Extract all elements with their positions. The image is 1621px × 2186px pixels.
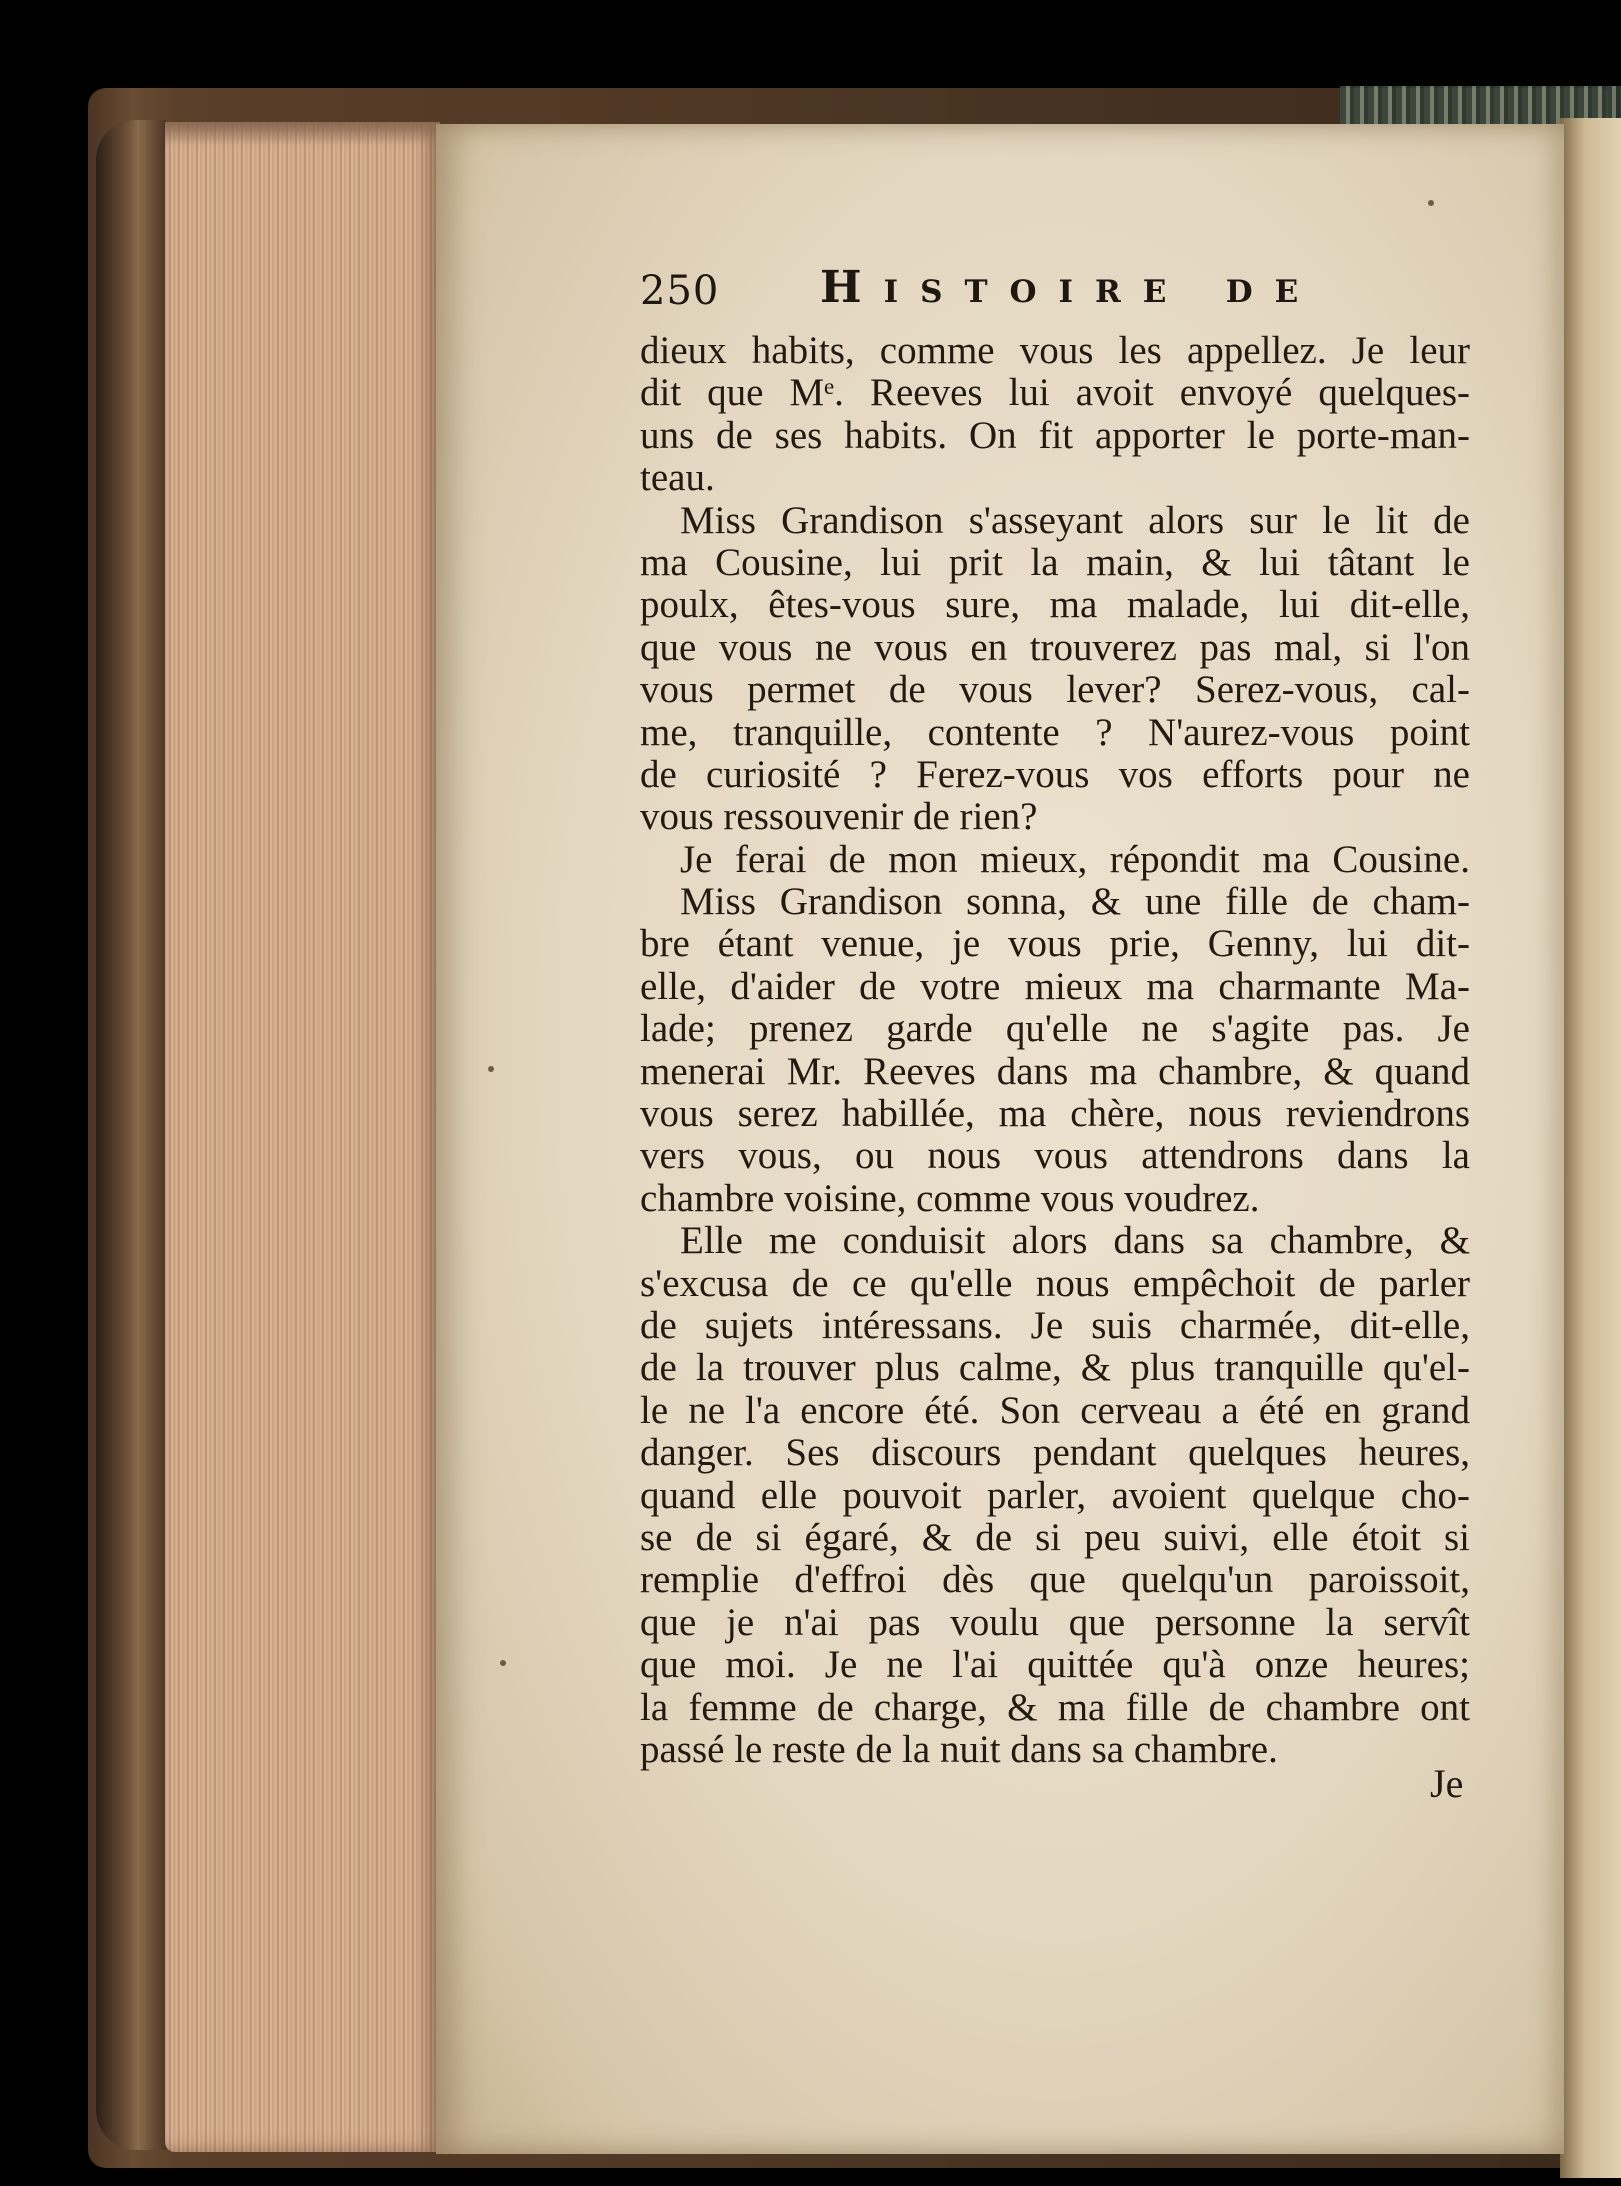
text-line: Miss Grandison sonna, & une fille de cham-	[680, 881, 1470, 924]
text-line: elle, d'aider de votre mieux ma charmante Ma-	[640, 965, 1470, 1008]
text-line: Miss Grandison s'asseyant alors sur le lit de	[680, 499, 1470, 542]
text-line: Elle me conduisit alors dans sa chambre, &	[680, 1220, 1470, 1263]
text-line: menerai Mr. Reeves dans ma chambre, & quand	[640, 1050, 1470, 1093]
book-spine	[96, 120, 166, 2150]
catchword: Je	[1430, 1761, 1464, 1806]
text-line: le ne l'a encore été. Son cerveau a été en grand	[640, 1389, 1470, 1432]
text-line: chambre voisine, comme vous voudrez.	[640, 1177, 1260, 1220]
text-line: de curiosité ? Ferez-vous vos efforts pour ne	[640, 753, 1470, 796]
text-line: dieux habits, comme vous les appellez. Je leur	[640, 330, 1470, 372]
facing-page-edge	[1560, 118, 1621, 2178]
text-line: de la trouver plus calme, & plus tranquille qu'el-	[640, 1347, 1470, 1390]
text-line: Je ferai de mon mieux, répondit ma Cousine.	[680, 838, 1470, 881]
text-line: poulx, êtes-vous sure, ma malade, lui dit-elle,	[640, 584, 1470, 627]
page-header	[640, 262, 1321, 318]
text-line: vous serez habillée, ma chère, nous reviendrons	[640, 1093, 1470, 1136]
text-line: s'excusa de ce qu'elle nous empêchoit de parler	[640, 1262, 1470, 1305]
text-line: vous ressouvenir de rien?	[640, 796, 1038, 839]
text-line: lade; prenez garde qu'elle ne s'agite pas. Je	[640, 1008, 1470, 1051]
text-line: uns de ses habits. On fit apporter le porte-man-	[640, 414, 1470, 457]
text-line: que moi. Je ne l'ai quittée qu'à onze heures;	[640, 1644, 1470, 1687]
text-line: vers vous, ou nous vous attendrons dans la	[640, 1135, 1470, 1178]
text-line: ma Cousine, lui prit la main, & lui tâtant le	[640, 541, 1470, 584]
text-line: passé le reste de la nuit dans sa chambre.	[640, 1728, 1278, 1771]
body-text	[640, 330, 1470, 1771]
text-line: se de si égaré, & de si peu suivi, elle étoit si	[640, 1516, 1470, 1559]
page-edges	[165, 122, 440, 2152]
ink-speck	[500, 1660, 506, 1666]
text-line: la femme de charge, & ma fille de chambre ont	[640, 1686, 1470, 1729]
text-line: teau.	[640, 457, 715, 500]
ink-speck	[488, 1066, 494, 1072]
running-head: Histoire de	[820, 262, 1321, 313]
ink-speck	[1428, 200, 1434, 206]
text-line: remplie d'effroi dès que quelqu'un paroissoit,	[640, 1559, 1470, 1602]
text-line: bre étant venue, je vous prie, Genny, lui dit-	[640, 923, 1470, 966]
text-line: danger. Ses discours pendant quelques heures,	[640, 1432, 1470, 1475]
text-line: que vous ne vous en trouverez pas mal, si l'on	[640, 626, 1470, 669]
page-number: 250	[640, 268, 720, 314]
text-line: dit que Mᵉ. Reeves lui avoit envoyé quelques-	[640, 372, 1470, 415]
text-line: me, tranquille, contente ? N'aurez-vous point	[640, 711, 1470, 754]
text-line: vous permet de vous lever? Serez-vous, cal-	[640, 669, 1470, 712]
text-line: quand elle pouvoit parler, avoient quelque cho-	[640, 1474, 1470, 1517]
text-line: de sujets intéressans. Je suis charmée, dit-elle,	[640, 1304, 1470, 1347]
text-line: que je n'ai pas voulu que personne la servît	[640, 1601, 1470, 1644]
